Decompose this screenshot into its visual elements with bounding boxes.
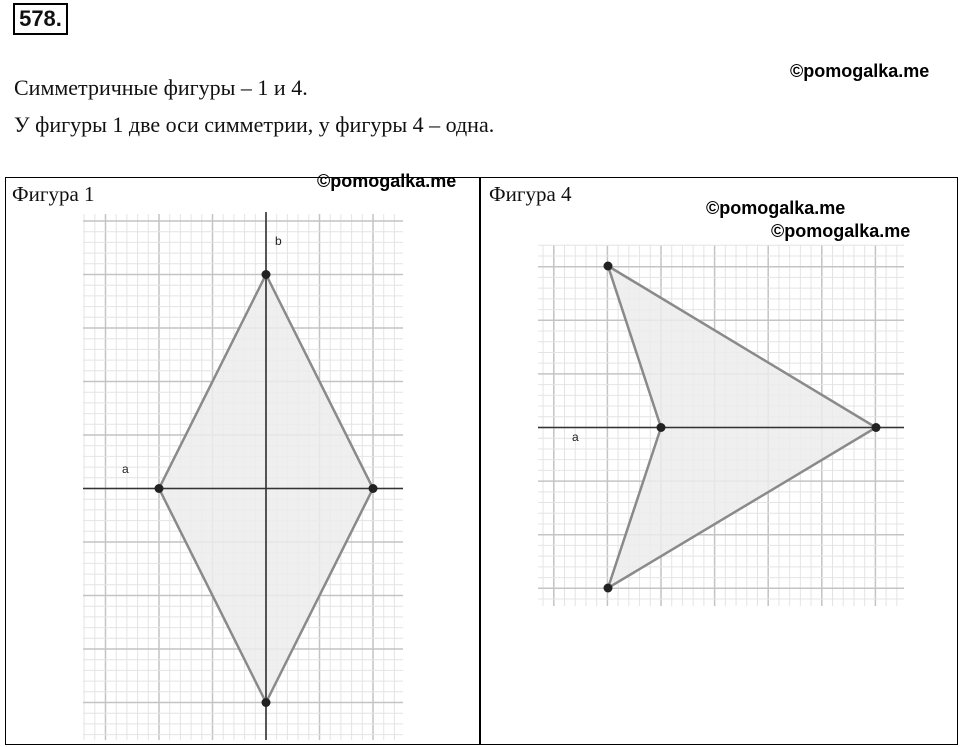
watermark: ©pomogalka.me [790,61,930,81]
figure1-title: Фигура 1 [12,182,95,206]
task-number: 578. [13,3,68,35]
figure4-title: Фигура 4 [489,182,572,206]
figure4-vertex-notch [657,423,666,432]
figure1-vertex-top [262,270,271,279]
answer-line-axes: У фигуры 1 две оси симметрии, у фигуры 4 – одна. [14,112,495,137]
watermark: ©pomogalka.me [771,221,911,241]
answer-line-symmetric: Симметричные фигуры – 1 и 4. [14,75,308,100]
figure1-vertex-bottom [262,698,271,707]
watermark: ©pomogalka.me [317,171,457,191]
figure4-vertex-top [604,262,613,271]
figure4-vertex-tip [872,423,881,432]
figure1-vertex-right [369,484,378,493]
figure1-axis-b-label: b [275,234,282,248]
figure1-vertex-left [155,484,164,493]
figure4-axis-a-label: a [572,430,579,444]
watermark: ©pomogalka.me [706,198,846,218]
figure4-vertex-bottom [604,584,613,593]
figure1-axis-a-label: a [122,462,129,476]
